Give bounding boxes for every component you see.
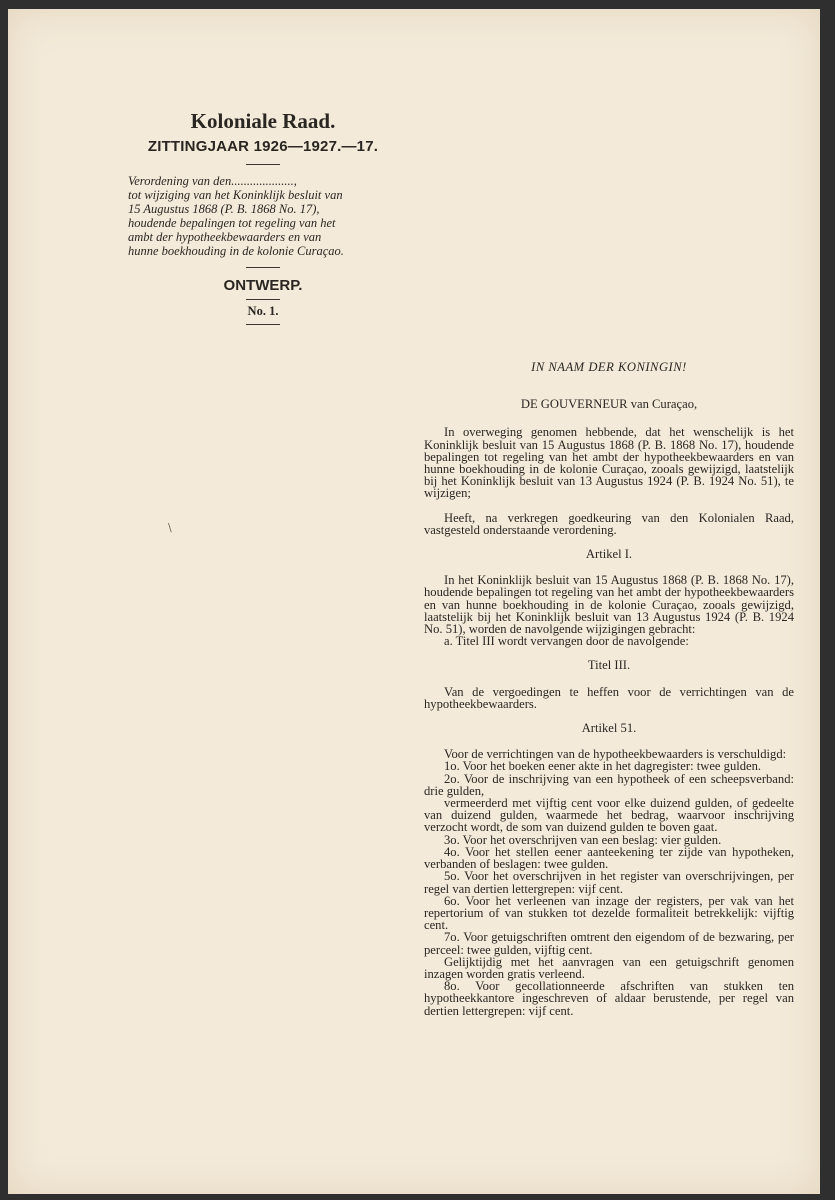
- divider: [246, 324, 280, 325]
- description-line: ambt der hypotheekbewaarders en van: [128, 230, 322, 244]
- title-3-heading: Titel III.: [587, 658, 631, 673]
- list-item: vermeerderd met vijftig cent voor elke duizend gulden, of gedeelte van duizend gulden, waarmede het bedrag, waarvoor inschrijving verzocht wordt, de som van duizend gulden te boven gaat.: [424, 796, 794, 835]
- considering-paragraph: In overweging genomen hebbende, dat het wenschelijk is het Koninklijk besluit van 15 Augustus 1868 (P. B. 1868 No. 17), houdende bepalingen tot regeling van het ambt der hypotheekbewaarders en van hunne boekhouding in de kolonie Curaçao, zooals gewijzigd, laatstelijk bij het Koninklijk besluit van 13 Augustus 1924 (P. B. 1924 No. 51), te wijzigen;: [424, 425, 794, 501]
- divider: [246, 299, 280, 300]
- session-year: ZITTINGJAAR 1926—1927.—17.: [147, 138, 379, 155]
- list-item: 7o. Voor getuigschriften omtrent den eigendom of de bezwaring, per perceel: twee gulden, vijftig cent.: [424, 930, 794, 957]
- draft-label: ONTWERP.: [223, 277, 303, 294]
- list-item: 8o. Voor gecollationneerde afschriften van stukken ten hypotheekkantore ingeschreven of aldaar berustende, per regel van dertien lettergrepen: vijf cent.: [424, 979, 794, 1018]
- list-item: 1o. Voor het boeken eener akte in het dagregister: twee gulden.: [444, 759, 762, 774]
- governor-line: DE GOUVERNEUR van Curaçao,: [520, 397, 698, 412]
- description-line: tot wijziging van het Koninklijk besluit van: [128, 188, 343, 202]
- stray-mark: \: [168, 521, 172, 534]
- list-item: Gelijktijdig met het aanvragen van een getuigschrift genomen inzagen worden gratis verleend.: [424, 954, 794, 981]
- approval-paragraph: Heeft, na verkregen goedkeuring van den Kolonialen Raad, vastgesteld onderstaande verordening.: [424, 510, 794, 537]
- description-line: hunne boekhouding in de kolonie Curaçao.: [128, 244, 344, 258]
- title-3-text: Van de vergoedingen te heffen voor de verrichtingen van de hypotheekbewaarders.: [424, 684, 794, 711]
- description-line: Verordening van den....................,: [128, 174, 297, 188]
- article-51-title: Artikel 51.: [581, 721, 637, 736]
- article-51-intro: Voor de verrichtingen van de hypotheekbewaarders is verschuldigd:: [444, 747, 787, 762]
- document-header: [128, 109, 398, 330]
- description-line: houdende bepalingen tot regeling van het: [128, 216, 336, 230]
- ordinance-description: [128, 174, 398, 258]
- divider: [246, 267, 280, 268]
- list-item: 5o. Voor het overschrijven in het register van overschrijvingen, per regel van dertien lettergrepen: vijf cent.: [424, 869, 794, 896]
- article-1-title: Artikel I.: [585, 547, 633, 562]
- divider: [246, 164, 280, 165]
- description-line: 15 Augustus 1868 (P. B. 1868 No. 17),: [128, 202, 320, 216]
- list-item: 6o. Voor het verleenen van inzage der registers, per vak van het repertorium of van stukken tot dezelde formaliteit betrekkelijk: vijftig cent.: [424, 893, 794, 933]
- preamble-heading: IN NAAM DER KONINGIN!: [531, 360, 687, 374]
- article-1-item-a: a. Titel III wordt vervangen door de navolgende:: [444, 634, 689, 649]
- article-1-text: In het Koninklijk besluit van 15 Augustus 1868 (P. B. 1868 No. 17), houdende bepalingen tot regeling van het ambt der hypotheekbewaarders en van hunne boekhouding in de kolonie Curaçao, zooals gewijzigd, laatstelijk bij het Koninklijk besluit van 13 Augustus 1924 (P. B. 1924 No. 51), worden de navolgende wijzigingen gebracht:: [424, 573, 794, 637]
- document-page: [8, 9, 820, 1194]
- draft-number: No. 1.: [247, 304, 279, 318]
- document-body: [424, 361, 794, 1017]
- list-item: 4o. Voor het stellen eener aanteekening ter zijde van hypotheken, verbanden of beslagen: twee gulden.: [424, 844, 794, 872]
- list-item: 2o. Voor de inschrijving van een hypotheek of een scheepsverband: drie gulden,: [424, 771, 794, 798]
- council-title: Koloniale Raad.: [190, 109, 336, 133]
- fee-list: [424, 760, 794, 1016]
- list-item: 3o. Voor het overschrijven van een beslag: vier gulden.: [444, 832, 722, 847]
